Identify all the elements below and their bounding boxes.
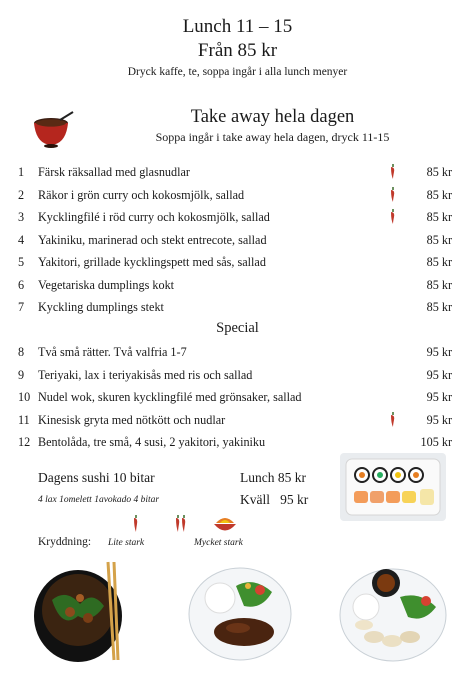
menu-item-price: 85 kr <box>426 210 452 224</box>
menu-item-price: 105 kr <box>420 435 452 449</box>
menu-item-number: 11 <box>18 412 30 427</box>
menu-item-price: 85 kr <box>426 255 452 269</box>
menu-item-row <box>18 252 458 272</box>
menu-item-row <box>18 207 458 227</box>
menu-item-price: 95 kr <box>426 367 452 382</box>
menu-item-row <box>18 162 458 182</box>
spice-legend-mild: Lite stark <box>108 538 145 548</box>
menu-item-price: 85 kr <box>426 232 452 247</box>
menu-item-row <box>18 387 458 407</box>
menu-item-name: Vegetariska dumplings kokt <box>38 277 175 292</box>
chili-icon <box>389 164 396 180</box>
menu-item-row <box>18 297 458 317</box>
special-heading: Special <box>216 320 259 336</box>
menu-item-row <box>18 432 458 452</box>
menu-item-name: Nudel wok, skuren kycklingfilé med grönsaker, sallad <box>38 390 302 404</box>
chili-icon <box>389 412 396 428</box>
menu-item-row <box>18 275 458 295</box>
menu-item-price: 95 kr <box>426 345 452 359</box>
menu-item-price: 85 kr <box>426 187 452 202</box>
menu-item-name: Teriyaki, lax i teriyakisås med ris och sallad <box>38 367 253 382</box>
chili-icon <box>389 209 396 225</box>
menu-item-number: 6 <box>18 277 25 292</box>
menu-item-name: Yakitori, grillade kycklingspett med sås, sallad <box>38 255 266 269</box>
menu-item-row <box>18 342 458 362</box>
menu-item-number: 1 <box>18 165 25 179</box>
spice-legend-hot: Mycket stark <box>194 538 243 548</box>
menu-item-number: 10 <box>18 390 31 404</box>
menu-item-row <box>18 365 458 385</box>
spice-legend-label: Kryddning: <box>38 536 92 548</box>
menu-item-price: 85 kr <box>426 300 452 314</box>
sushi-title: Dagens sushi 10 bitar <box>38 470 155 485</box>
menu-item-price: 95 kr <box>426 390 452 404</box>
sushi-plate-image <box>340 453 446 521</box>
menu-item-name: Räkor i grön curry och kokosmjölk, sallad <box>38 187 245 202</box>
menu-item-name: Två små rätter. Två valfria 1-7 <box>38 345 187 359</box>
menu-item-row <box>18 230 458 250</box>
sushi-evening-price: Kväll 95 kr <box>240 492 309 507</box>
menu-item-number: 5 <box>18 255 25 269</box>
menu-item-number: 12 <box>18 435 31 449</box>
menu-item-name: Kyckling dumplings stekt <box>38 300 164 314</box>
menu-item-name: Färsk räksallad med glasnudlar <box>38 165 190 179</box>
menu-item-price: 85 kr <box>426 165 452 179</box>
menu-item-number: 2 <box>18 187 25 202</box>
menu-item-name: Kycklingfilé i röd curry och kokosmjölk, sallad <box>38 210 270 224</box>
lunch-includes-note: Dryck kaffe, te, soppa ingår i alla lunch menyer <box>127 66 348 78</box>
menu-item-name: Bentolåda, tre små, 4 susi, 2 yakitori, yakiniku <box>38 435 266 449</box>
sushi-detail: 4 lax 1omelett 1avokado 4 bitar <box>38 495 160 505</box>
menu-item-number: 9 <box>18 367 25 382</box>
lunch-price-title: Från 85 kr <box>197 40 278 61</box>
dumpling-plate-image <box>338 565 448 663</box>
chili-icon <box>389 187 396 203</box>
menu-item-row <box>18 410 458 430</box>
menu-item-number: 4 <box>18 232 25 247</box>
takeaway-note: Soppa ingår i take away hela dagen, dryck 11-15 <box>155 130 390 144</box>
teriyaki-plate-image <box>188 566 292 662</box>
menu-item-price: 85 kr <box>426 277 452 292</box>
menu-item-price: 95 kr <box>426 412 452 427</box>
menu-item-number: 3 <box>18 210 25 224</box>
hot-pot-image <box>32 560 126 670</box>
menu-item-name: Yakiniku, marinerad och stekt entrecote, sallad <box>38 232 267 247</box>
menu-item-name: Kinesisk gryta med nötkött och nudlar <box>38 412 226 427</box>
menu-item-number: 7 <box>18 300 25 314</box>
lunch-hours-title: Lunch 11 – 15 <box>182 16 293 37</box>
menu-item-row <box>18 185 458 205</box>
fire-bowl-icon <box>212 515 238 535</box>
chili-mild-icon <box>132 515 140 533</box>
sushi-lunch-price: Lunch 85 kr <box>240 470 306 485</box>
takeaway-title: Take away hela dagen <box>190 107 355 127</box>
soup-bowl-icon <box>30 110 74 148</box>
menu-item-number: 8 <box>18 345 25 359</box>
chili-hot-icon <box>174 515 188 533</box>
